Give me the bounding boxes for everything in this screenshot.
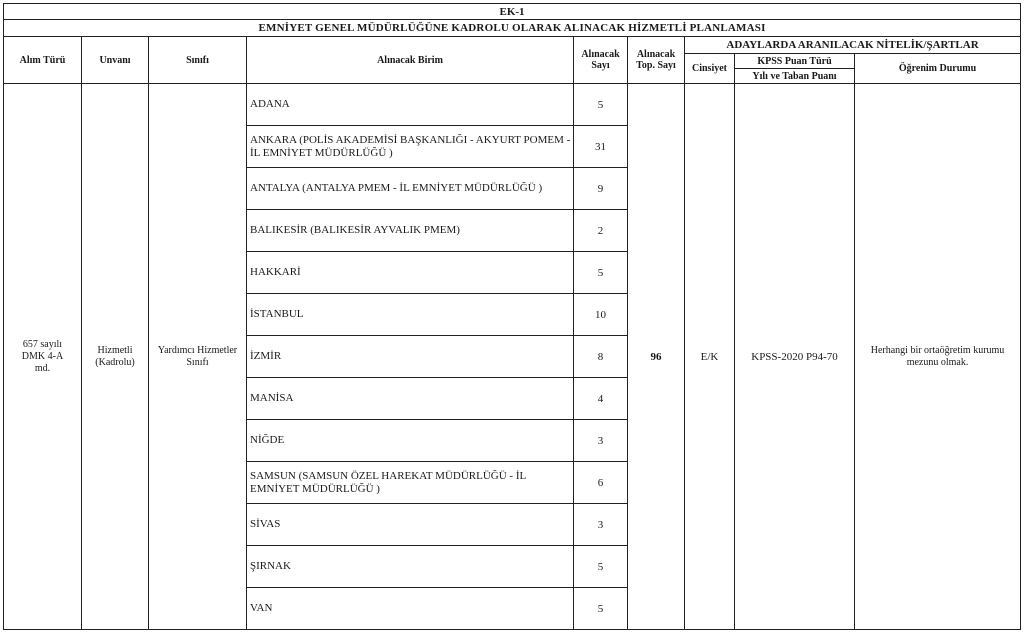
total-count-cell: 96 [628, 84, 685, 630]
unit-count: 5 [574, 546, 628, 588]
header-alinacak-sayi: Alınacak Sayı [574, 37, 628, 84]
unit-name: ANKARA (POLİS AKADEMİSİ BAŞKANLIĞI - AKYURT POMEM - İL EMNİYET MÜDÜRLÜĞÜ ) [247, 126, 574, 168]
header-alinacak-top-sayi: Alınacak Top. Sayı [628, 37, 685, 84]
header-alim-turu: Alım Türü [4, 37, 82, 84]
unit-name: HAKKARİ [247, 252, 574, 294]
header-nitelik-group: ADAYLARDA ARANILACAK NİTELİK/ŞARTLAR [685, 37, 1021, 54]
table-body [4, 84, 1021, 630]
unit-name: ANTALYA (ANTALYA PMEM - İL EMNİYET MÜDÜRLÜĞÜ ) [247, 168, 574, 210]
unit-name: İSTANBUL [247, 294, 574, 336]
header-cinsiyet: Cinsiyet [685, 54, 735, 84]
unit-count: 3 [574, 504, 628, 546]
document-title: EK-1 [4, 4, 1021, 20]
unit-name: İZMİR [247, 336, 574, 378]
unit-name: VAN [247, 588, 574, 630]
unit-count: 9 [574, 168, 628, 210]
unit-name: NİĞDE [247, 420, 574, 462]
sinifi-cell: Yardımcı Hizmetler Sınıfı [149, 84, 247, 630]
unit-count: 3 [574, 420, 628, 462]
kpss-cell: KPSS-2020 P94-70 [735, 84, 855, 630]
unit-name: MANİSA [247, 378, 574, 420]
unvani-cell: Hizmetli (Kadrolu) [82, 84, 149, 630]
header-yili-taban-puani: Yılı ve Taban Puanı [735, 69, 855, 84]
unit-name: BALIKESİR (BALIKESİR AYVALIK PMEM) [247, 210, 574, 252]
table-row [4, 84, 1021, 126]
unit-name: SAMSUN (SAMSUN ÖZEL HAREKAT MÜDÜRLÜĞÜ - İL EMNİYET MÜDÜRLÜĞÜ ) [247, 462, 574, 504]
header-alinacak-birim: Alınacak Birim [247, 37, 574, 84]
unit-count: 5 [574, 84, 628, 126]
unit-count: 2 [574, 210, 628, 252]
cinsiyet-cell: E/K [685, 84, 735, 630]
unit-count: 31 [574, 126, 628, 168]
unit-count: 5 [574, 588, 628, 630]
planning-table [3, 3, 1021, 630]
unit-count: 6 [574, 462, 628, 504]
ogrenim-cell: Herhangi bir ortaöğretim kurumu mezunu olmak. [855, 84, 1021, 630]
unit-name: ŞIRNAK [247, 546, 574, 588]
unit-count: 5 [574, 252, 628, 294]
unit-count: 8 [574, 336, 628, 378]
header-sinifi: Sınıfı [149, 37, 247, 84]
unit-count: 10 [574, 294, 628, 336]
document-subtitle: EMNİYET GENEL MÜDÜRLÜĞÜNE KADROLU OLARAK ALINACAK HİZMETLİ PLANLAMASI [4, 20, 1021, 37]
alim-turu-cell: 657 sayılı DMK 4-A md. [4, 84, 82, 630]
unit-count: 4 [574, 378, 628, 420]
header-kpss-puan-turu: KPSS Puan Türü [735, 54, 855, 69]
header-unvani: Unvanı [82, 37, 149, 84]
unit-name: SİVAS [247, 504, 574, 546]
unit-name: ADANA [247, 84, 574, 126]
header-ogrenim-durumu: Öğrenim Durumu [855, 54, 1021, 84]
